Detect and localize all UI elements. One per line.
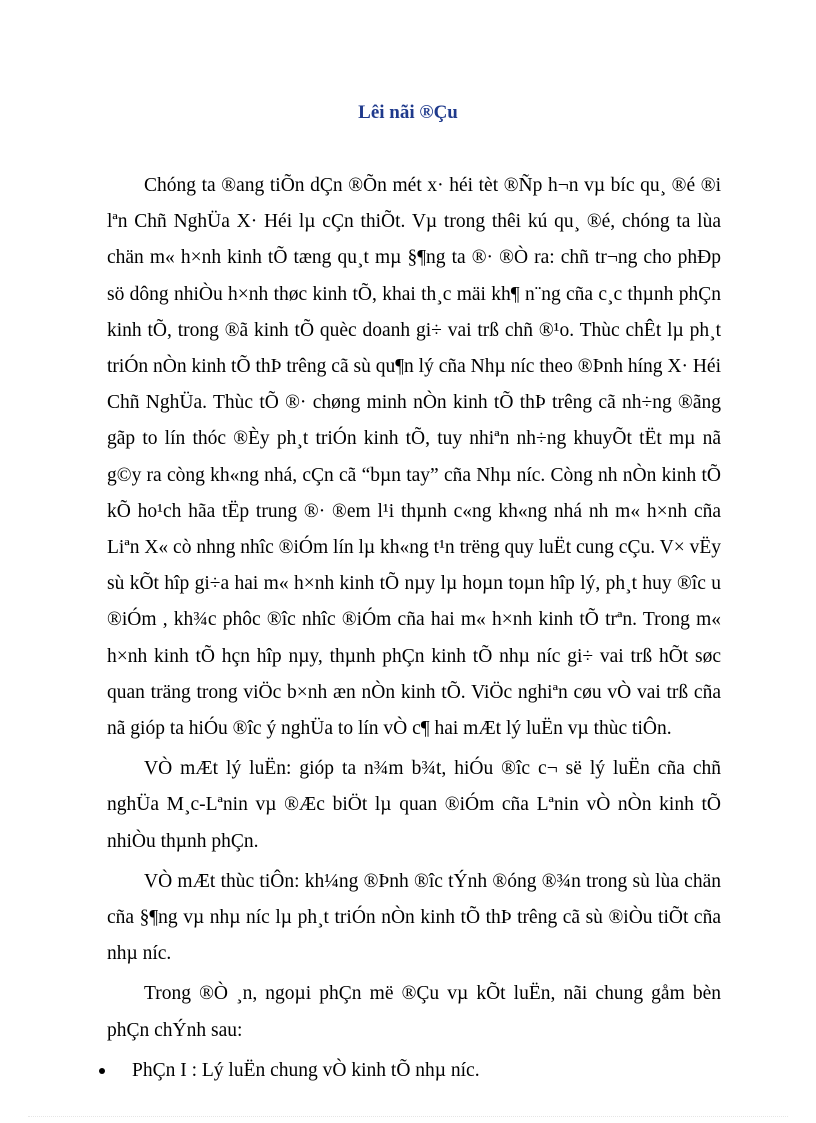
list-item (107, 1053, 721, 1089)
structure-paragraph: Trong ®Ò ¸n, ngoµi phÇn më ®Çu vµ kÕt luËn, nãi chung gåm bèn phÇn chÝnh sau: (107, 983, 721, 1041)
theory-paragraph: VÒ mÆt lý luËn: gióp ta n¾m b¾t, hiÓu ®îc c¬ së lý luËn cña chñ nghÜa M¸c-Lªnin vµ ®Æc biÖt lµ quan ®iÓm cña Lªnin vÒ nÒn kinh tÕ nhiÒu thµnh phÇn. (107, 758, 721, 852)
list-item-text: PhÇn I : Lý luËn chung vÒ kinh tÕ nhµ níc. (132, 1059, 480, 1081)
page-bottom-divider (28, 1116, 788, 1117)
document-body (107, 168, 721, 1089)
practice-paragraph: VÒ mÆt thùc tiÔn: kh¼ng ®Þnh ®îc tÝnh ®óng ®¾n trong sù lùa chän cña §¶ng vµ nhµ níc lµ ph¸t triÓn nÒn kinh tÕ thÞ trêng cã sù ®iÒu tiÕt cña nhµ níc. (107, 870, 721, 965)
page-title: Lêi nãi ®Çu (358, 102, 458, 123)
intro-paragraph: Chóng ta ®ang tiÕn dÇn ®Õn mét x· héi tèt ®Ñp h¬n vµ bíc qu¸ ®é ®i lªn Chñ NghÜa X· Héi lµ cÇn thiÕt. Vµ trong thêi kú qu¸ ®é, chóng ta lùa chän m« h×nh kinh tÕ tæng qu¸t mµ §¶ng ta ®· ®Ò ra: chñ tr¬ng cho phÐp sö dông nhiÒu h×nh thøc kinh tÕ, khai th¸c mäi kh¶ n¨ng cña c¸c thµnh phÇn kinh tÕ, trong ®ã kinh tÕ quèc doanh gi÷ vai trß chñ ®¹o. Thùc chÊt lµ ph¸t triÓn nÒn kinh tÕ thÞ trêng cã sù qu¶n lý cña Nhµ níc theo ®Þnh híng X· Héi Chñ NghÜa. Thùc tÕ ®· chøng minh nÒn kinh tÕ thÞ trêng cã nh÷ng ®ãng gãp to lín thóc ®Èy ph¸t triÓn kinh tÕ, tuy nhiªn nh÷ng khuyÕt tËt mµ nã g©y ra còng kh«ng nhá, cÇn cã “bµn tay” cña Nhµ níc. Còng nh nÒn kinh tÕ kÕ ho¹ch hãa tËp trung ®· ®em l¹i thµnh c«ng kh«ng nhá nh m« h×nh cña Liªn X« cò nhng nhîc ®iÓm lín lµ kh«ng t¹n trëng quy luËt cung cÇu. V× vËy sù kÕt hîp gi÷a hai m« h×nh kinh tÕ nµy lµ hoµn toµn hîp lý, ph¸t huy ®îc u ®iÓm , kh¾c phôc ®îc nhîc ®iÓm cña hai m« h×nh kinh tÕ trªn. Trong m« h×nh kinh tÕ hçn hîp nµy, thµnh phÇn kinh tÕ nhµ níc gi÷ vai trß hÕt søc quan träng trong viÖc b×nh æn nÒn kinh tÕ. ViÖc nghiªn cøu vÒ vai trß cña nã gióp ta hiÓu ®îc ý nghÜa to lín vÒ c¶ hai mÆt lý luËn vµ thùc tiÔn. (107, 175, 721, 740)
bullet-icon (99, 1068, 105, 1074)
